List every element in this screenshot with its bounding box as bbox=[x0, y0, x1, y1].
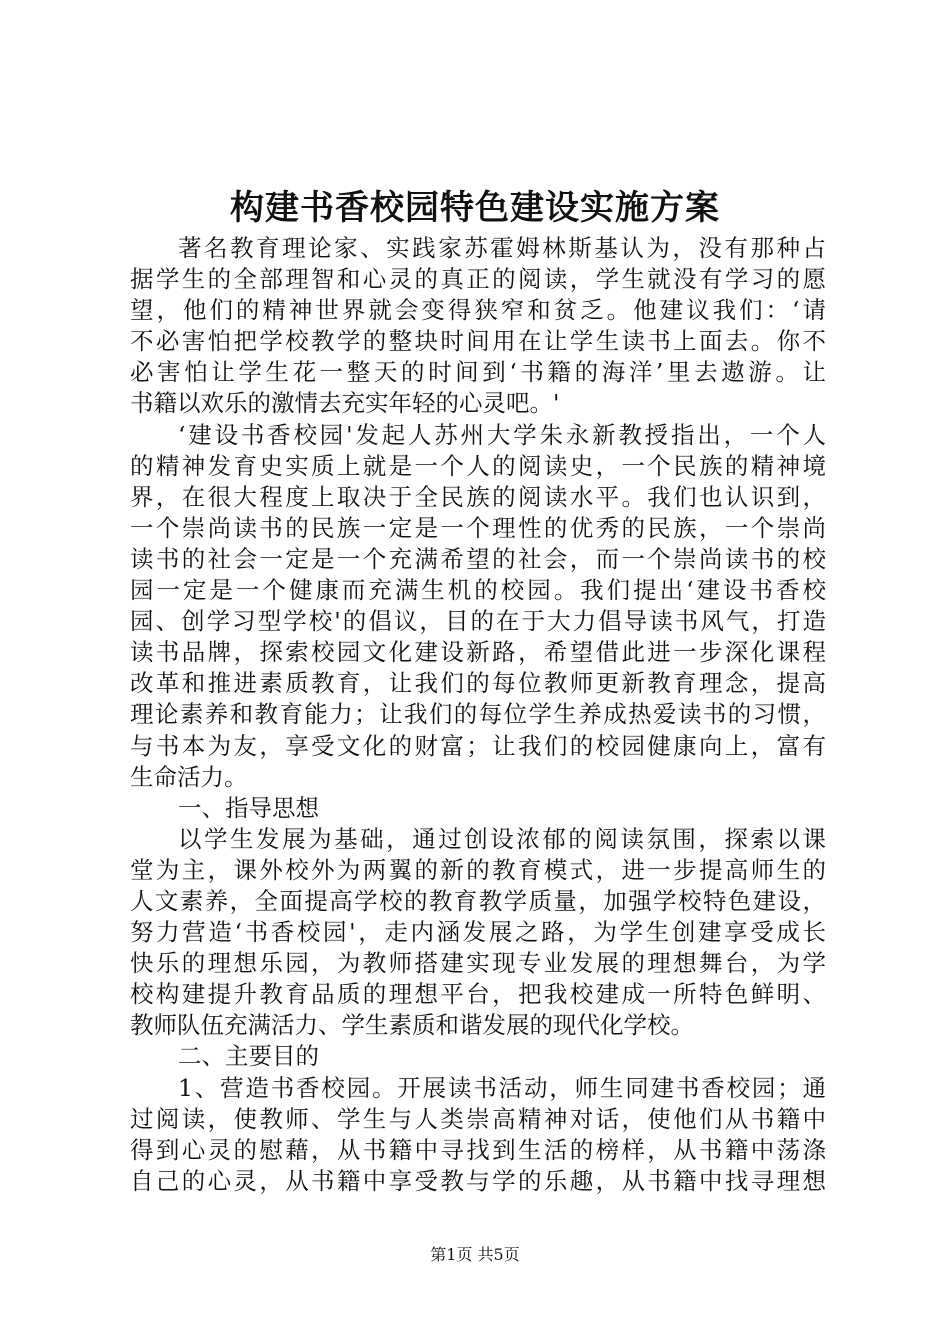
text-line: 堂为主，课外校外为两翼的新的教育模式，进一步提高师生的 bbox=[130, 855, 826, 884]
document-body bbox=[130, 233, 826, 1197]
text-line: 理论素养和教育能力；让我们的每位学生养成热爱读书的习惯， bbox=[130, 700, 826, 729]
text-line: 园一定是一个健康而充满生机的校园。我们提出‘建设书香校 bbox=[130, 576, 826, 605]
text-line: 的精神发育史实质上就是一个人的阅读史，一个民族的精神境 bbox=[130, 451, 826, 480]
text-line: 必害怕让学生花一整天的时间到‘书籍的海洋’里去遨游。让 bbox=[130, 358, 826, 387]
text-line: 不必害怕把学校教学的整块时间用在让学生读书上面去。你不 bbox=[130, 327, 826, 356]
text-line: 生命活力。 bbox=[130, 762, 248, 791]
text-line: 人文素养，全面提高学校的教育教学质量，加强学校特色建设， bbox=[130, 886, 826, 915]
text-line: 读书品牌，探索校园文化建设新路，希望借此进一步深化课程 bbox=[130, 638, 826, 667]
text-line: 以学生发展为基础，通过创设浓郁的阅读氛围，探索以课 bbox=[178, 824, 826, 853]
section-heading: 一、指导思想 bbox=[178, 793, 319, 822]
text-line: 快乐的理想乐园，为教师搭建实现专业发展的理想舞台，为学 bbox=[130, 949, 826, 978]
text-line: ‘建设书香校园'发起人苏州大学朱永新教授指出，一个人 bbox=[178, 420, 826, 449]
text-line: 1、营造书香校园。开展读书活动，师生同建书香校园；通 bbox=[178, 1073, 826, 1102]
text-line: 教师队伍充满活力、学生素质和谐发展的现代化学校。 bbox=[130, 1011, 694, 1040]
text-line: 过阅读，使教师、学生与人类崇高精神对话，使他们从书籍中 bbox=[130, 1104, 826, 1133]
text-line: 改革和推进素质教育，让我们的每位教师更新教育理念，提高 bbox=[130, 669, 826, 698]
text-line: 望，他们的精神世界就会变得狭窄和贫乏。他建议我们：‘请 bbox=[130, 296, 826, 325]
text-line: 努力营造‘书香校园'，走内涵发展之路，为学生创建享受成长 bbox=[130, 918, 826, 947]
text-line: 自己的心灵，从书籍中享受教与学的乐趣，从书籍中找寻理想 bbox=[130, 1166, 826, 1195]
text-line: 园、创学习型学校'的倡议，目的在于大力倡导读书风气，打造 bbox=[130, 607, 826, 636]
text-line: 据学生的全部理智和心灵的真正的阅读，学生就没有学习的愿 bbox=[130, 265, 826, 294]
text-line: 书籍以欢乐的激情去充实年轻的心灵吧。' bbox=[130, 389, 560, 418]
text-line: 界，在很大程度上取决于全民族的阅读水平。我们也认识到， bbox=[130, 482, 826, 511]
text-line: 著名教育理论家、实践家苏霍姆林斯基认为，没有那种占 bbox=[178, 234, 826, 262]
text-line: 读书的社会一定是一个充满希望的社会，而一个崇尚读书的校 bbox=[130, 544, 826, 573]
text-line: 校构建提升教育品质的理想平台，把我校建成一所特色鲜明、 bbox=[130, 980, 826, 1009]
document-title: 构建书香校园特色建设实施方案 bbox=[230, 188, 720, 228]
text-line: 一个崇尚读书的民族一定是一个理性的优秀的民族，一个崇尚 bbox=[130, 513, 826, 542]
text-line: 得到心灵的慰藉，从书籍中寻找到生活的榜样，从书籍中荡涤 bbox=[130, 1135, 826, 1164]
section-heading: 二、主要目的 bbox=[178, 1042, 319, 1071]
page-number: 第1页 共5页 bbox=[430, 1245, 520, 1264]
text-line: 与书本为友，享受文化的财富；让我们的校园健康向上，富有 bbox=[130, 731, 826, 760]
